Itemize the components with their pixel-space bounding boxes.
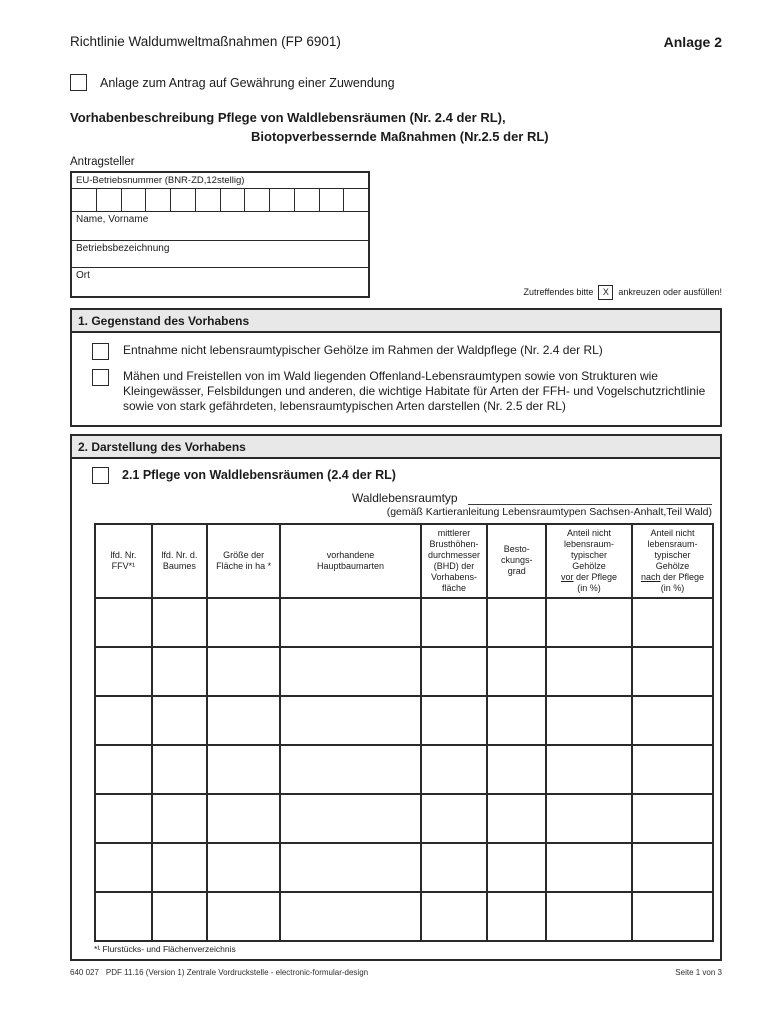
fill-hint-pre: Zutreffendes bitte bbox=[523, 287, 594, 298]
eu-number-cell[interactable] bbox=[171, 189, 196, 211]
applicant-box bbox=[70, 171, 370, 298]
table-header-cell: Anteil nicht lebensraum- typischer Gehölze vor der Pflege (in %) bbox=[546, 524, 632, 598]
table-cell[interactable] bbox=[487, 598, 546, 647]
attachment-row bbox=[70, 74, 722, 91]
table-cell[interactable] bbox=[95, 794, 152, 843]
table-cell[interactable] bbox=[207, 696, 281, 745]
annex-label: Anlage 2 bbox=[663, 34, 722, 50]
table-cell[interactable] bbox=[632, 745, 713, 794]
table-cell[interactable] bbox=[95, 696, 152, 745]
table-cell[interactable] bbox=[546, 598, 632, 647]
section-1 bbox=[70, 308, 722, 427]
table-header-cell: lfd. Nr. d. Baumes bbox=[152, 524, 207, 598]
eu-number-cell[interactable] bbox=[320, 189, 345, 211]
table-cell[interactable] bbox=[487, 745, 546, 794]
table-cell[interactable] bbox=[280, 745, 420, 794]
table-cell[interactable] bbox=[152, 843, 207, 892]
table-cell[interactable] bbox=[487, 696, 546, 745]
table-cell[interactable] bbox=[632, 647, 713, 696]
page-number: Seite 1 von 3 bbox=[675, 967, 722, 977]
table-cell[interactable] bbox=[95, 843, 152, 892]
table-cell[interactable] bbox=[546, 892, 632, 941]
table-cell[interactable] bbox=[280, 794, 420, 843]
table-cell[interactable] bbox=[546, 696, 632, 745]
fill-hint-post: ankreuzen oder ausfüllen! bbox=[618, 287, 722, 298]
betriebsbezeichnung-field-label: Betriebsbezeichnung bbox=[76, 242, 170, 254]
applicant-label: Antragsteller bbox=[70, 155, 135, 168]
table-row bbox=[95, 696, 713, 745]
subsection-2-1-checkbox[interactable] bbox=[92, 467, 109, 484]
eu-number-cells bbox=[72, 188, 368, 211]
subsection-2-1 bbox=[92, 467, 720, 484]
section-2 bbox=[70, 434, 722, 961]
form-title-line2: Biotopverbessernde Maßnahmen (Nr.2.5 der RL) bbox=[251, 128, 549, 144]
doc-header bbox=[70, 34, 722, 50]
table-cell[interactable] bbox=[152, 696, 207, 745]
section-1-body bbox=[72, 333, 720, 425]
eu-number-cell[interactable] bbox=[97, 189, 122, 211]
table-cell[interactable] bbox=[487, 843, 546, 892]
table-cell[interactable] bbox=[546, 794, 632, 843]
measures-table bbox=[94, 523, 714, 942]
form-title-line1: Vorhabenbeschreibung Pflege von Waldlebensräumen (Nr. 2.4 der RL), bbox=[70, 110, 506, 125]
eu-number-label: EU-Betriebsnummer (BNR-ZD,12stellig) bbox=[76, 174, 245, 186]
waldlebensraumtyp-row bbox=[352, 491, 712, 505]
table-cell[interactable] bbox=[421, 696, 488, 745]
table-cell[interactable] bbox=[421, 892, 488, 941]
table-header-cell: mittlerer Brusthöhen- durchmesser (BHD) der Vorhabens- fläche bbox=[421, 524, 488, 598]
table-cell[interactable] bbox=[95, 745, 152, 794]
table-cell[interactable] bbox=[207, 647, 281, 696]
eu-number-cell[interactable] bbox=[295, 189, 320, 211]
table-row bbox=[95, 647, 713, 696]
table-cell[interactable] bbox=[152, 892, 207, 941]
eu-number-cell[interactable] bbox=[221, 189, 246, 211]
table-cell[interactable] bbox=[152, 794, 207, 843]
eu-number-cell[interactable] bbox=[122, 189, 147, 211]
option-maehen-label: Mähen und Freistellen von im Wald liegenden Offenland-Lebensraumtypen sowie von Strukturen wie Kleingewässer, Felsbildungen und anderen, die wichtige Habitate für Arten der FFH- und Vogelschutzrichtlinie sowie von stark gefährdeten, lebensraumtypischen Arten darstellen (Nr. 2.5 der RL) bbox=[123, 368, 706, 414]
table-cell[interactable] bbox=[632, 696, 713, 745]
table-cell[interactable] bbox=[95, 647, 152, 696]
table-cell[interactable] bbox=[632, 892, 713, 941]
table-cell[interactable] bbox=[487, 647, 546, 696]
table-cell[interactable] bbox=[487, 892, 546, 941]
table-row bbox=[95, 843, 713, 892]
fill-hint bbox=[524, 285, 722, 300]
table-cell[interactable] bbox=[207, 745, 281, 794]
ort-field[interactable] bbox=[72, 267, 368, 296]
table-cell[interactable] bbox=[487, 794, 546, 843]
table-cell[interactable] bbox=[95, 598, 152, 647]
option-entnahme bbox=[92, 343, 706, 360]
table-cell[interactable] bbox=[546, 647, 632, 696]
table-cell[interactable] bbox=[546, 745, 632, 794]
table-cell[interactable] bbox=[152, 745, 207, 794]
attachment-checkbox[interactable] bbox=[70, 74, 87, 91]
table-header-cell: Besto- ckungs- grad bbox=[487, 524, 546, 598]
table-cell[interactable] bbox=[280, 892, 420, 941]
applicant-area bbox=[70, 171, 722, 298]
table-cell[interactable] bbox=[280, 647, 420, 696]
table-cell[interactable] bbox=[632, 843, 713, 892]
waldlebensraumtyp-label: Waldlebensraumtyp bbox=[352, 490, 458, 505]
option-entnahme-checkbox[interactable] bbox=[92, 343, 109, 360]
subsection-2-1-label: 2.1 Pflege von Waldlebensräumen (2.4 der RL) bbox=[122, 468, 396, 483]
option-maehen-checkbox[interactable] bbox=[92, 369, 109, 386]
table-cell[interactable] bbox=[632, 598, 713, 647]
name-field-label: Name, Vorname bbox=[76, 213, 149, 225]
table-cell[interactable] bbox=[421, 647, 488, 696]
table-cell[interactable] bbox=[546, 843, 632, 892]
table-header-cell: Anteil nicht lebensraum- typischer Gehölze nach der Pflege (in %) bbox=[632, 524, 713, 598]
table-header-cell: Größe der Fläche in ha * bbox=[207, 524, 281, 598]
page-footer bbox=[70, 968, 722, 977]
name-field[interactable] bbox=[72, 211, 368, 240]
eu-number-cell[interactable] bbox=[72, 189, 97, 211]
attachment-label: Anlage zum Antrag auf Gewährung einer Zuwendung bbox=[100, 75, 395, 90]
table-row bbox=[95, 892, 713, 941]
table-cell[interactable] bbox=[421, 598, 488, 647]
table-row bbox=[95, 598, 713, 647]
eu-number-cell[interactable] bbox=[344, 189, 368, 211]
doc-title: Richtlinie Waldumweltmaßnahmen (FP 6901) bbox=[70, 34, 341, 49]
table-row bbox=[95, 745, 713, 794]
waldlebensraumtyp-note: (gemäß Kartieranleitung Lebensraumtypen Sachsen-Anhalt,Teil Wald) bbox=[386, 505, 712, 518]
table-header-cell: lfd. Nr. FFV*¹ bbox=[95, 524, 152, 598]
option-maehen bbox=[92, 369, 706, 415]
form-number: 640 027 bbox=[70, 967, 99, 977]
table-cell[interactable] bbox=[207, 794, 281, 843]
table-cell[interactable] bbox=[207, 843, 281, 892]
eu-number-cell[interactable] bbox=[146, 189, 171, 211]
eu-number-cell[interactable] bbox=[196, 189, 221, 211]
table-cell[interactable] bbox=[632, 794, 713, 843]
footer-imprint: PDF 11.16 (Version 1) Zentrale Vordruckstelle - electronic-formular-design bbox=[105, 967, 369, 977]
betriebsbezeichnung-field[interactable] bbox=[72, 240, 368, 267]
table-cell[interactable] bbox=[152, 647, 207, 696]
waldlebensraumtyp-input[interactable] bbox=[468, 491, 712, 505]
eu-number-cell[interactable] bbox=[270, 189, 295, 211]
table-cell[interactable] bbox=[95, 892, 152, 941]
table-cell[interactable] bbox=[280, 696, 420, 745]
section-2-title: 2. Darstellung des Vorhabens bbox=[72, 436, 720, 459]
x-mark-box: X bbox=[598, 285, 613, 300]
table-cell[interactable] bbox=[207, 598, 281, 647]
ort-field-label: Ort bbox=[76, 269, 90, 281]
table-cell[interactable] bbox=[421, 794, 488, 843]
footer-left bbox=[70, 968, 368, 977]
table-cell[interactable] bbox=[280, 598, 420, 647]
table-footnote: *¹ Flurstücks- und Flächenverzeichnis bbox=[94, 943, 236, 954]
table-cell[interactable] bbox=[280, 843, 420, 892]
table-row bbox=[95, 794, 713, 843]
table-cell[interactable] bbox=[207, 892, 281, 941]
form-title bbox=[70, 109, 722, 147]
table-cell[interactable] bbox=[152, 598, 207, 647]
section-1-title: 1. Gegenstand des Vorhabens bbox=[72, 310, 720, 333]
table-cell[interactable] bbox=[421, 843, 488, 892]
table-cell[interactable] bbox=[421, 745, 488, 794]
section-2-body bbox=[72, 459, 720, 959]
option-entnahme-label: Entnahme nicht lebensraumtypischer Gehölze im Rahmen der Waldpflege (Nr. 2.4 der RL) bbox=[123, 342, 603, 357]
eu-number-cell[interactable] bbox=[245, 189, 270, 211]
table-header-cell: vorhandene Hauptbaumarten bbox=[280, 524, 420, 598]
